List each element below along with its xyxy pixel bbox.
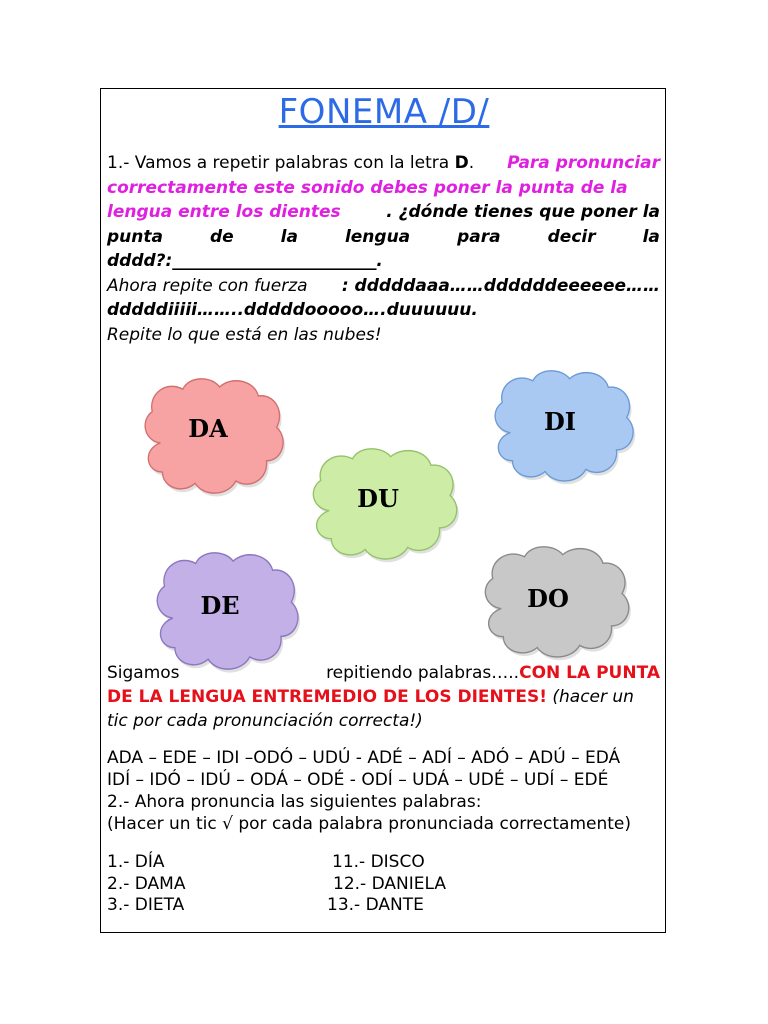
- question-word: de: [209, 226, 234, 247]
- word-list-left: [107, 852, 185, 917]
- question-word: para: [457, 226, 501, 247]
- cloud-label-da: DA: [188, 414, 228, 443]
- list-item: 1.- DÍA: [107, 852, 165, 872]
- magenta-text-3: lengua entre los dientes: [107, 202, 341, 222]
- list-item: 2.- DAMA: [107, 873, 186, 894]
- list-item: 11.- DISCO: [332, 852, 425, 872]
- cloud-label-do: DO: [527, 584, 569, 613]
- question-end: dddd?:________________________.: [107, 251, 383, 271]
- question-word: lengua: [344, 226, 411, 247]
- lead-a: Sigamos: [107, 663, 180, 683]
- list-item: 13.- DANTE: [327, 895, 424, 915]
- question-word: la: [280, 226, 298, 247]
- question-word: decir: [547, 226, 596, 247]
- red-text-1: CON LA PUNTA: [519, 663, 660, 683]
- clouds-instruction: Repite lo que está en las nubes!: [107, 324, 382, 345]
- cloud-label-di: DI: [543, 407, 577, 436]
- question-word: punta: [107, 226, 163, 247]
- line-b1: [107, 661, 660, 685]
- question-text-1: . ¿dónde tienes que poner la: [386, 202, 660, 222]
- word-list-right: [327, 852, 446, 917]
- list-item: 3.- DIETA: [107, 895, 185, 915]
- syllables-line-2: IDÍ – IDÓ – IDÚ – ODÁ – ODÉ - ODÍ – UDÁ – UDÉ – UDÍ – EDÉ: [107, 770, 609, 790]
- intro-text: 1.- Vamos a repetir palabras con la letra: [107, 153, 455, 173]
- red-text-2: DE LA LENGUA ENTREMEDIO DE LOS DIENTES!: [107, 687, 547, 707]
- section-b-text: [107, 661, 660, 733]
- question-word: la: [642, 226, 660, 247]
- note-2: tic por cada pronunciación correcta!): [107, 711, 423, 731]
- magenta-text-1: Para pronunciar: [507, 153, 660, 173]
- repeat-text-1b: : dddddaaa……ddddddeeeeee……: [341, 275, 660, 296]
- lead-b: repitiendo palabras…..: [326, 663, 520, 683]
- list-item: 12.- DANIELA: [333, 873, 446, 894]
- cloud-label-de: DE: [200, 591, 240, 620]
- intro-end: .: [468, 153, 475, 173]
- syllables-line-1: ADA – EDE – IDI –ODÓ – UDÚ - ADÉ – ADÍ – ADÓ – ADÚ – EDÁ: [107, 748, 621, 768]
- syllables-block: [107, 747, 660, 835]
- magenta-text-2: correctamente este sonido debes poner la punta de la: [107, 177, 628, 198]
- page-title: FONEMA /D/: [278, 92, 490, 132]
- line-b2: [107, 685, 660, 709]
- section-2-heading: 2.- Ahora pronuncia las siguientes palabras:: [107, 792, 482, 812]
- letter-d: D: [454, 153, 469, 173]
- repeat-text-1a: Ahora repite con fuerza: [107, 275, 308, 296]
- cloud-label-du: DU: [357, 484, 399, 513]
- note-1: (hacer un: [546, 687, 634, 707]
- repeat-text-2: dddddiiiii……..dddddooooo….duuuuuu.: [107, 300, 478, 320]
- section-2-instruction: (Hacer un tic √ por cada palabra pronunciada correctamente): [107, 814, 631, 834]
